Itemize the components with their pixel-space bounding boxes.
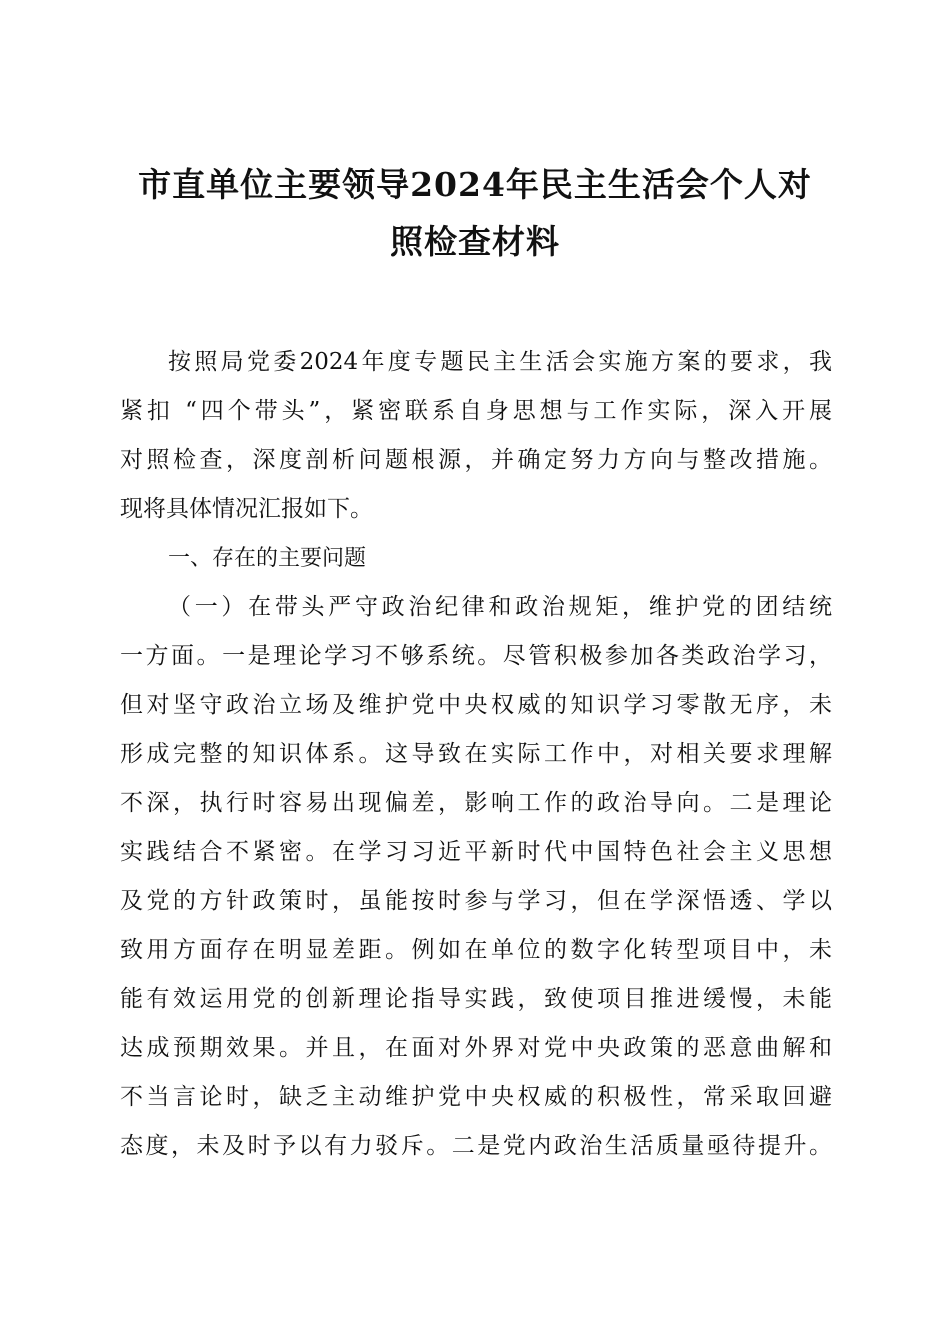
intro-line-4: 现将具体情况汇报如下。	[120, 496, 373, 522]
section1-line-3: 但对坚守政治立场及维护党中央权威的知识学习零散无序，未	[120, 692, 832, 718]
title-line-2: 照检查材料	[390, 222, 560, 261]
intro-paragraph	[120, 338, 832, 534]
section1-line-6: 实践结合不紧密。在学习习近平新时代中国特色社会主义思想	[120, 839, 832, 865]
section1-line-1: （一）在带头严守政治纪律和政治规矩，维护党的团结统	[168, 594, 832, 620]
section1-paragraph	[120, 583, 832, 1171]
document-body	[120, 338, 832, 1171]
section1-line-10: 达成预期效果。并且，在面对外界对党中央政策的恶意曲解和	[120, 1035, 832, 1061]
section-heading-text: 一、存在的主要问题	[168, 546, 367, 571]
document-title	[110, 156, 840, 270]
section1-line-4: 形成完整的知识体系。这导致在实际工作中，对相关要求理解	[120, 741, 832, 767]
intro-line-2: 紧扣 “四个带头”，紧密联系自身思想与工作实际，深入开展	[120, 398, 832, 424]
section1-line-12: 态度，未及时予以有力驳斥。二是党内政治生活质量亟待提升。	[120, 1133, 832, 1159]
section1-line-5: 不深，执行时容易出现偏差，影响工作的政治导向。二是理论	[120, 790, 832, 816]
section1-line-2: 一方面。一是理论学习不够系统。尽管积极参加各类政治学习，	[120, 643, 832, 669]
section1-line-8: 致用方面存在明显差距。例如在单位的数字化转型项目中，未	[120, 937, 832, 963]
section1-line-9: 能有效运用党的创新理论指导实践，致使项目推进缓慢，未能	[120, 986, 832, 1012]
intro-line-3: 对照检查，深度剖析问题根源，并确定努力方向与整改措施。	[120, 447, 832, 473]
intro-line-1: 按照局党委2024年度专题民主生活会实施方案的要求，我	[168, 349, 832, 375]
title-line-1: 市直单位主要领导2024年民主生活会个人对	[138, 165, 812, 204]
section-heading	[120, 534, 832, 583]
section1-line-11: 不当言论时，缺乏主动维护党中央权威的积极性，常采取回避	[120, 1084, 832, 1110]
section1-line-7: 及党的方针政策时，虽能按时参与学习，但在学深悟透、学以	[120, 888, 832, 914]
